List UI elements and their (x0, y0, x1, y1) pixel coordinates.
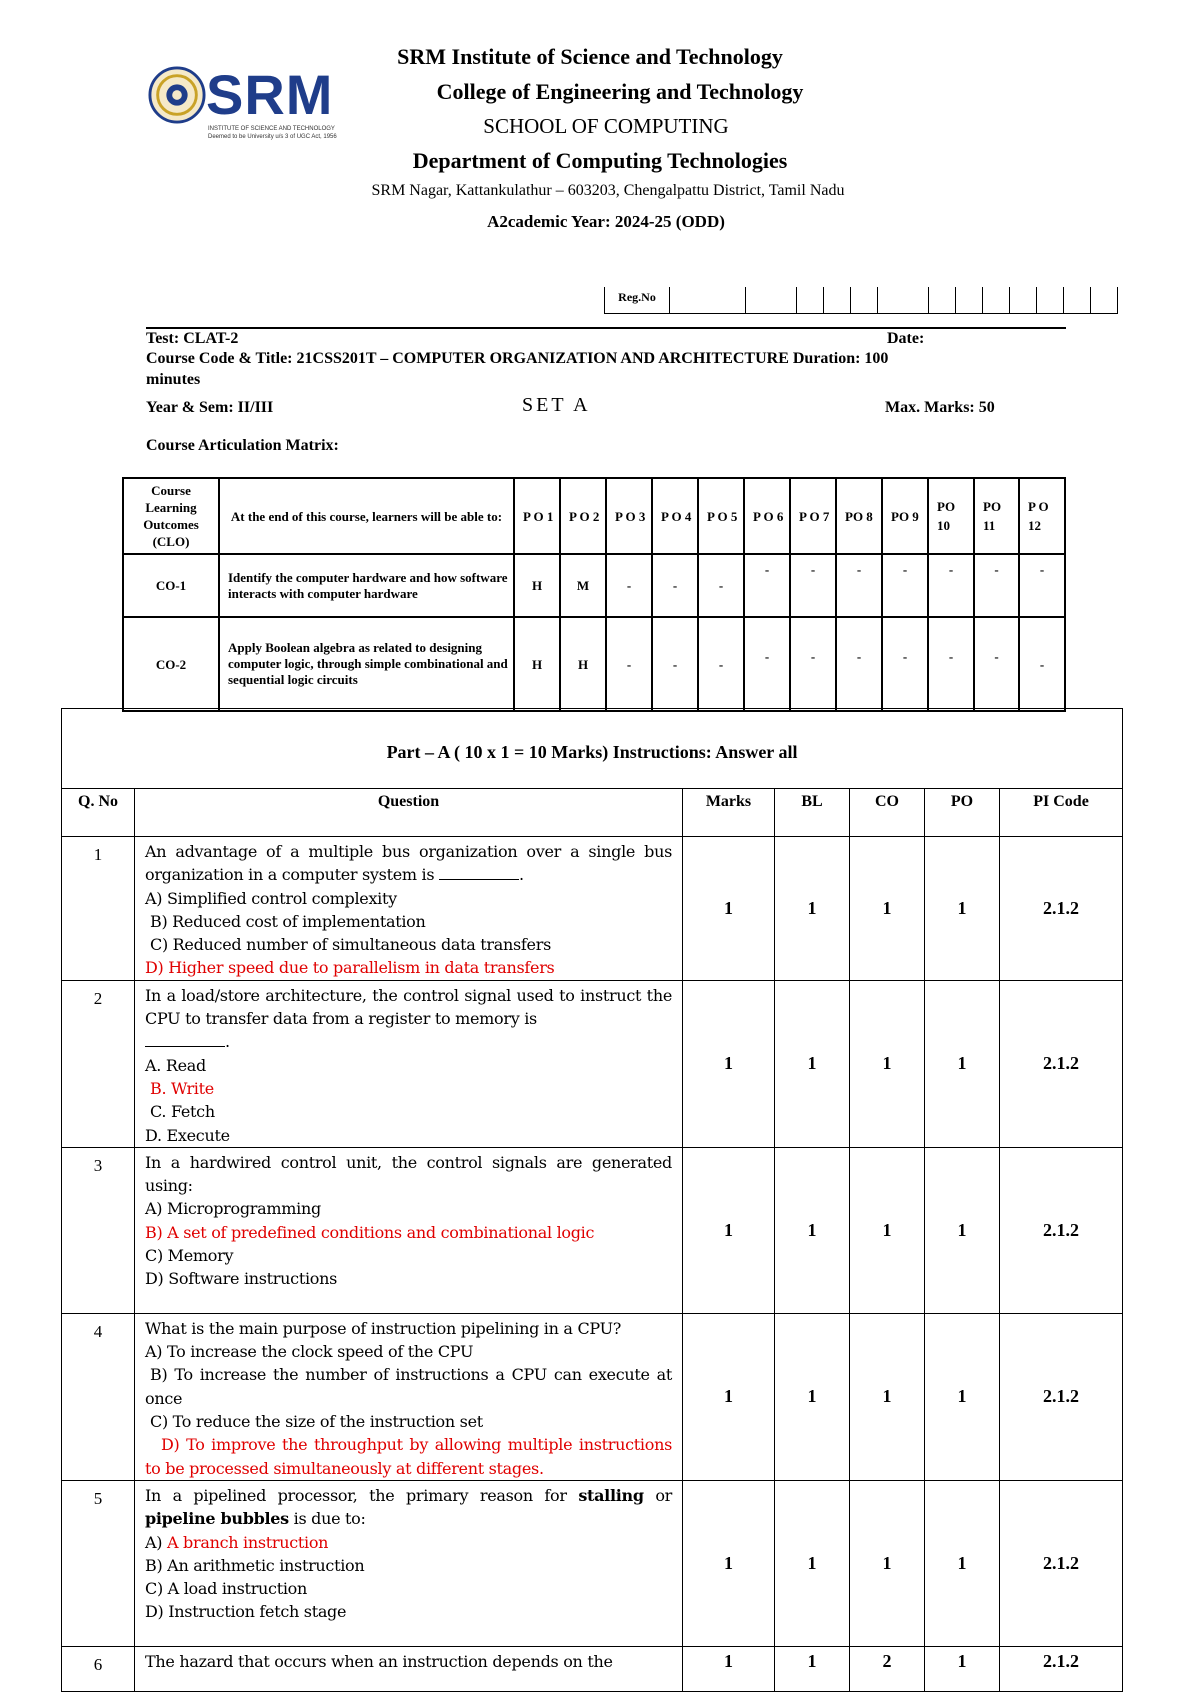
po-header: P O 6 (744, 478, 790, 554)
po-value: - (606, 554, 652, 617)
reg-no-box[interactable] (1064, 287, 1091, 313)
po-value: - (928, 617, 974, 711)
co: 1 (850, 1313, 925, 1480)
divider (146, 327, 1066, 329)
question-row (62, 980, 1123, 1147)
question-table (61, 708, 1123, 1692)
po-value: - (974, 617, 1019, 711)
institute-name: SRM Institute of Science and Technology (397, 44, 783, 69)
max-marks: Max. Marks: 50 (885, 399, 995, 416)
option: B) To increase the number of instructions a CPU can execute at once (145, 1365, 672, 1408)
po-value: - (836, 554, 882, 617)
test-date: Date: (887, 330, 925, 347)
po: 1 (925, 1646, 1000, 1691)
question-text (135, 1313, 683, 1480)
option-correct: D) Higher speed due to parallelism in data transfers (145, 958, 555, 978)
po-header: P O 2 (560, 478, 606, 554)
question-stem: An advantage of a multiple bus organization over a single bus organization in a computer system is (145, 842, 672, 885)
option: D) Instruction fetch stage (145, 1602, 347, 1622)
co: 1 (850, 980, 925, 1147)
po-value: - (606, 617, 652, 711)
po-value: - (974, 554, 1019, 617)
col-question: Question (135, 789, 683, 837)
bl: 1 (775, 837, 850, 981)
po-value: - (882, 617, 928, 711)
reg-no-box[interactable] (746, 287, 797, 313)
reg-no-box[interactable] (1010, 287, 1037, 313)
set-label: SET A (522, 394, 591, 416)
question-number: 4 (62, 1313, 135, 1480)
option: C) Memory (145, 1246, 234, 1266)
pi-code: 2.1.2 (1000, 837, 1123, 981)
po-value: - (928, 554, 974, 617)
question-row (62, 837, 1123, 981)
question-stem: In a pipelined processor, the primary reason for (145, 1485, 567, 1505)
marks: 1 (683, 980, 775, 1147)
reg-no-box[interactable] (1037, 287, 1064, 313)
department-name: Department of Computing Technologies (412, 148, 788, 173)
col-co: CO (850, 789, 925, 837)
logo-tagline-sub: Deemed to be University u/s 3 of UGC Act, 1956 (208, 134, 337, 140)
course-title: Course Code & Title: 21CSS201T – COMPUTER ORGANIZATION AND ARCHITECTURE Duration: 100 (146, 350, 889, 367)
po-header: PO 8 (836, 478, 882, 554)
question-stem-bold: pipeline bubbles (145, 1509, 289, 1529)
po-value: - (790, 554, 836, 617)
col-bl: BL (775, 789, 850, 837)
question-text: An advantage of a multiple bus organization over a single bus organization in a computer system is . A) Simplified control complexity B) Reduced cost of implementation C) Reduced number of simultaneous data transfers D) Higher speed due to parallelism in data transfers (135, 837, 683, 981)
po-header: P O 12 (1019, 478, 1065, 554)
reg-no-box[interactable] (851, 287, 878, 313)
po-value: - (698, 617, 744, 711)
po-header: P O 5 (698, 478, 744, 554)
reg-no-box[interactable] (929, 287, 956, 313)
po-value: H (514, 554, 560, 617)
question-number: 2 (62, 980, 135, 1147)
question-text: In a load/store architecture, the control signal used to instruct the CPU to transfer data from a register to memory is . A. Read B. Write C. Fetch D. Execute (135, 980, 683, 1147)
pi-code: 2.1.2 (1000, 1480, 1123, 1646)
question-stem: The hazard that occurs when an instruction depends on the (145, 1651, 613, 1671)
bl: 1 (775, 1646, 850, 1691)
col-po: PO (925, 789, 1000, 837)
option-correct: B. Write (150, 1078, 214, 1098)
co: 1 (850, 837, 925, 981)
marks: 1 (683, 1313, 775, 1480)
col-pi-code: PI Code (1000, 789, 1123, 837)
po-header: P O 1 (514, 478, 560, 554)
po-value: - (652, 554, 698, 617)
po-value: - (744, 554, 790, 617)
course-title-cont: minutes (146, 371, 201, 388)
po-value: M (560, 554, 606, 617)
reg-no-box[interactable] (670, 287, 746, 313)
bl: 1 (775, 1480, 850, 1646)
po-value: - (744, 617, 790, 711)
answer-blank (439, 865, 519, 880)
marks: 1 (683, 837, 775, 981)
reg-no-box[interactable] (956, 287, 983, 313)
option-correct: D) To improve the throughput by allowing multiple instructions to be processed simultaneously at different stages. (145, 1435, 672, 1478)
po-header: P O 3 (606, 478, 652, 554)
pi-code: 2.1.2 (1000, 1147, 1123, 1313)
po: 1 (925, 1313, 1000, 1480)
col-qno: Q. No (62, 789, 135, 837)
desc-header: At the end of this course, learners will be able to: (219, 478, 514, 554)
test-name: Test: CLAT-2 (146, 330, 239, 347)
part-a-title-row (62, 709, 1123, 789)
option: D) Software instructions (145, 1269, 338, 1289)
co: 2 (850, 1646, 925, 1691)
articulation-matrix (122, 477, 1066, 712)
po-value: H (560, 617, 606, 711)
option: B) Reduced cost of implementation (150, 911, 426, 931)
option: A) To increase the clock speed of the CPU (145, 1342, 474, 1362)
po-value: - (836, 617, 882, 711)
col-marks: Marks (683, 789, 775, 837)
question-number: 5 (62, 1480, 135, 1646)
option: C) To reduce the size of the instruction set (150, 1412, 483, 1432)
question-row (62, 1313, 1123, 1480)
matrix-title: Course Articulation Matrix: (146, 437, 339, 454)
po: 1 (925, 980, 1000, 1147)
pi-code: 2.1.2 (1000, 1313, 1123, 1480)
co-description: Identify the computer hardware and how software interacts with computer hardware (219, 554, 514, 617)
school-name: SCHOOL OF COMPUTING (483, 114, 729, 138)
po: 1 (925, 1147, 1000, 1313)
question-stem: In a hardwired control unit, the control signals are generated using: (145, 1152, 672, 1196)
academic-year: A2cademic Year: 2024-25 (ODD) (487, 212, 725, 231)
po-header: PO 11 (974, 478, 1019, 554)
marks: 1 (683, 1646, 775, 1691)
co-label: CO-2 (123, 617, 219, 711)
question-number: 1 (62, 837, 135, 981)
question-stem: is due to: (293, 1509, 366, 1529)
question-row (62, 1646, 1123, 1691)
option: C) Reduced number of simultaneous data transfers (150, 935, 551, 955)
matrix-header-row (123, 478, 1065, 554)
option: D. Execute (145, 1125, 230, 1145)
option: A) Simplified control complexity (145, 888, 397, 908)
question-row (62, 1147, 1123, 1313)
logo-wordmark: SRM (206, 63, 334, 126)
reg-no-label: Reg.No (605, 287, 670, 313)
column-header-row (62, 789, 1123, 837)
question-stem: In a load/store architecture, the control signal used to instruct the CPU to transfer data from a register to memory is (145, 985, 672, 1029)
option: B) An arithmetic instruction (145, 1555, 365, 1575)
question-stem: or (655, 1485, 672, 1505)
option: C) A load instruction (145, 1579, 307, 1599)
option-correct: A branch instruction (167, 1532, 329, 1552)
option-correct: B) A set of predefined conditions and combinational logic (145, 1222, 595, 1242)
option: A. Read (145, 1055, 206, 1075)
question-text (135, 1480, 683, 1646)
po: 1 (925, 1480, 1000, 1646)
pi-code: 2.1.2 (1000, 980, 1123, 1147)
clo-header: Course Learning Outcomes (CLO) (123, 478, 219, 554)
option: A) Microprogramming (145, 1199, 321, 1219)
co-label: CO-1 (123, 554, 219, 617)
po-header: PO 10 (928, 478, 974, 554)
marks: 1 (683, 1147, 775, 1313)
reg-no-box[interactable] (878, 287, 929, 313)
po-value: - (652, 617, 698, 711)
answer-blank (145, 1032, 225, 1047)
po-header: PO 9 (882, 478, 928, 554)
question-number: 3 (62, 1147, 135, 1313)
po-value: H (514, 617, 560, 711)
co: 1 (850, 1480, 925, 1646)
reg-no-box[interactable] (824, 287, 851, 313)
part-a-title: Part – A ( 10 x 1 = 10 Marks) Instructions: Answer all (62, 709, 1123, 789)
pi-code: 2.1.2 (1000, 1646, 1123, 1691)
question-stem-bold: stalling (578, 1485, 644, 1505)
logo-tagline: INSTITUTE OF SCIENCE AND TECHNOLOGY (208, 126, 335, 132)
reg-no-box[interactable] (1091, 287, 1117, 313)
matrix-row (123, 554, 1065, 617)
po-header: P O 7 (790, 478, 836, 554)
po-value: - (1019, 554, 1065, 617)
bl: 1 (775, 1147, 850, 1313)
option-letter: A) (145, 1532, 163, 1552)
po-value: - (790, 617, 836, 711)
address: SRM Nagar, Kattankulathur – 603203, Chengalpattu District, Tamil Nadu (371, 182, 845, 199)
matrix-row (123, 617, 1065, 711)
reg-no-box[interactable] (983, 287, 1010, 313)
po: 1 (925, 837, 1000, 981)
co: 1 (850, 1147, 925, 1313)
po-value: - (1019, 617, 1065, 711)
po-header: P O 4 (652, 478, 698, 554)
question-stem: What is the main purpose of instruction pipelining in a CPU? (145, 1318, 622, 1338)
year-sem: Year & Sem: II/III (146, 399, 274, 416)
bl: 1 (775, 980, 850, 1147)
option: C. Fetch (150, 1102, 215, 1122)
reg-no-boxes (604, 287, 1118, 314)
po-value: - (882, 554, 928, 617)
question-number: 6 (62, 1646, 135, 1691)
po-value: - (698, 554, 744, 617)
question-text (135, 1147, 683, 1313)
question-row (62, 1480, 1123, 1646)
reg-no-box[interactable] (797, 287, 824, 313)
marks: 1 (683, 1480, 775, 1646)
co-description: Apply Boolean algebra as related to designing computer logic, through simple combinational and sequential logic circuits (219, 617, 514, 711)
bl: 1 (775, 1313, 850, 1480)
college-name: College of Engineering and Technology (436, 79, 804, 104)
question-text (135, 1646, 683, 1691)
